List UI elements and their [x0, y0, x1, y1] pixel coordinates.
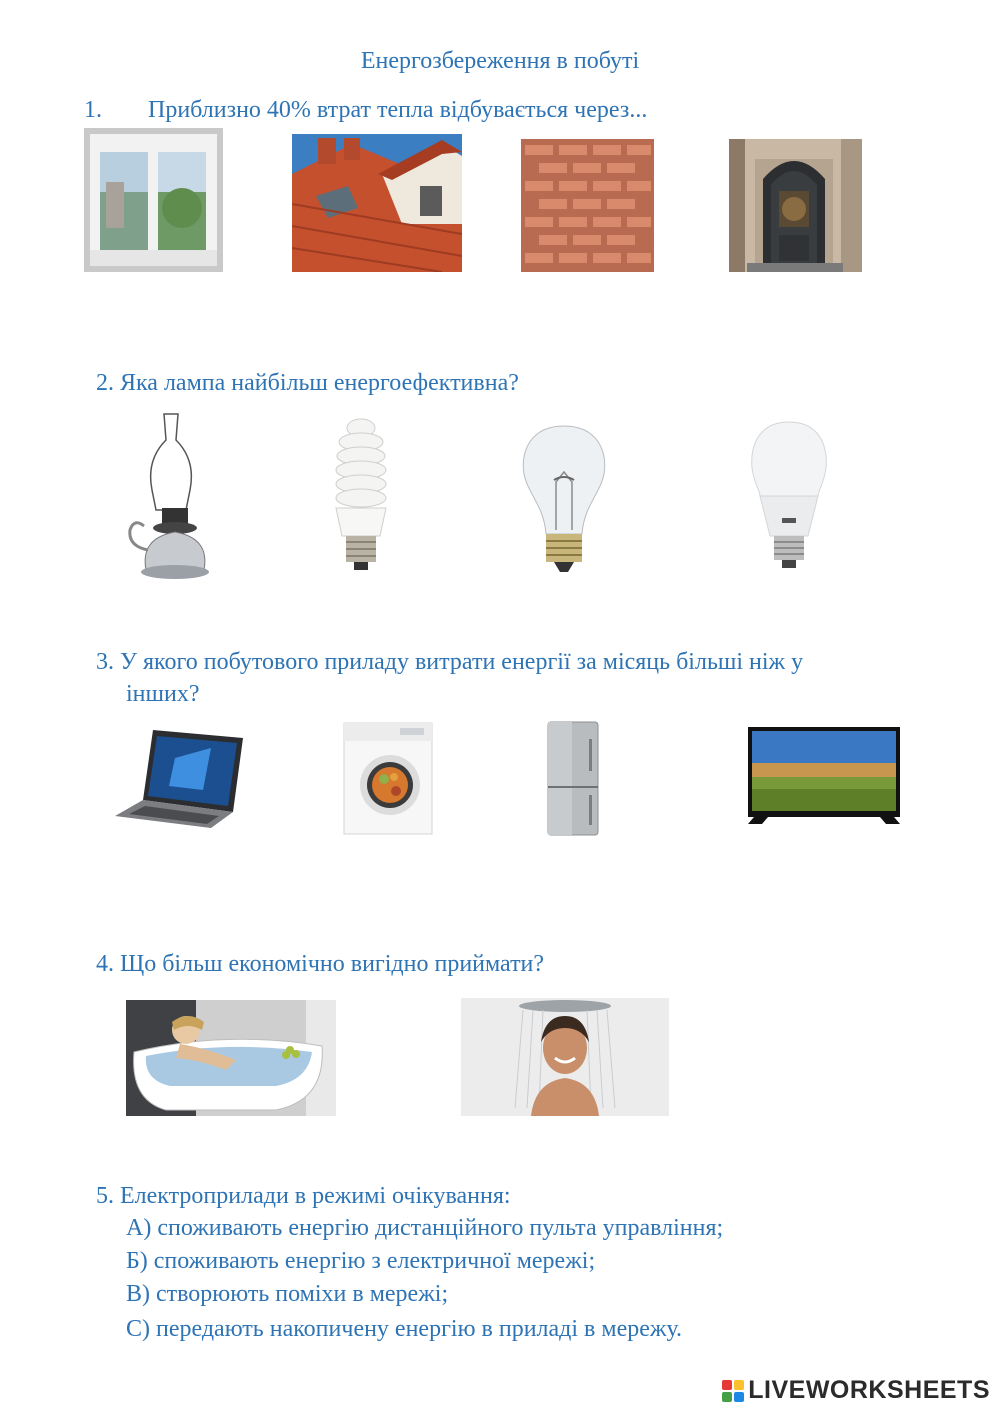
question-number: 3.	[96, 649, 114, 675]
laptop-photo[interactable]	[115, 728, 243, 828]
washing-machine-photo[interactable]	[342, 721, 434, 836]
question-text: Яка лампа найбільш енергоефективна?	[120, 370, 519, 396]
answer-option-d[interactable]: С) передають накопичену енергію в приладі в мережу.	[126, 1316, 683, 1342]
tv-photo[interactable]	[748, 727, 900, 824]
question-text-line-1: У якого побутового приладу витрати енергії за місяць більші ніж у	[120, 649, 804, 675]
door-photo[interactable]	[729, 139, 862, 272]
window-photo[interactable]	[84, 128, 223, 272]
question-4	[96, 948, 544, 980]
answer-option-a[interactable]: А) споживають енергію дистанційного пульта управління;	[126, 1215, 724, 1241]
question-5	[96, 1180, 511, 1212]
shower-photo[interactable]	[461, 998, 669, 1116]
refrigerator-photo[interactable]	[547, 721, 599, 836]
roof-photo[interactable]	[292, 134, 462, 272]
brick-wall-photo[interactable]	[521, 139, 654, 272]
question-number: 5.	[96, 1183, 114, 1209]
question-2	[96, 367, 519, 399]
kerosene-lamp-photo[interactable]	[126, 410, 220, 582]
question-text-line-2: інших?	[126, 681, 200, 707]
liveworksheets-logo	[722, 1376, 990, 1405]
page-title: Енергозбереження в побуті	[360, 48, 640, 74]
answer-option-c[interactable]: В) створюють поміхи в мережі;	[126, 1281, 449, 1307]
question-number: 1.	[84, 97, 102, 123]
question-text: Електроприлади в режимі очікування:	[120, 1183, 511, 1209]
question-3	[96, 646, 803, 678]
incandescent-bulb-photo[interactable]	[518, 422, 610, 574]
question-text: Приблизно 40% втрат тепла відбувається через...	[148, 97, 648, 123]
led-bulb-photo[interactable]	[746, 418, 832, 572]
answer-option-b[interactable]: Б) споживають енергію з електричної мережі;	[126, 1248, 596, 1274]
bath-photo[interactable]	[126, 1000, 336, 1116]
fluorescent-bulb-photo[interactable]	[330, 416, 392, 572]
question-1	[84, 94, 647, 126]
question-text: Що більш економічно вигідно приймати?	[120, 951, 545, 977]
brand-name: LIVEWORKSHEETS	[748, 1376, 990, 1404]
question-number: 4.	[96, 951, 114, 977]
question-3-continued	[126, 678, 200, 710]
question-number: 2.	[96, 370, 114, 396]
logo-mark-icon	[722, 1380, 744, 1402]
